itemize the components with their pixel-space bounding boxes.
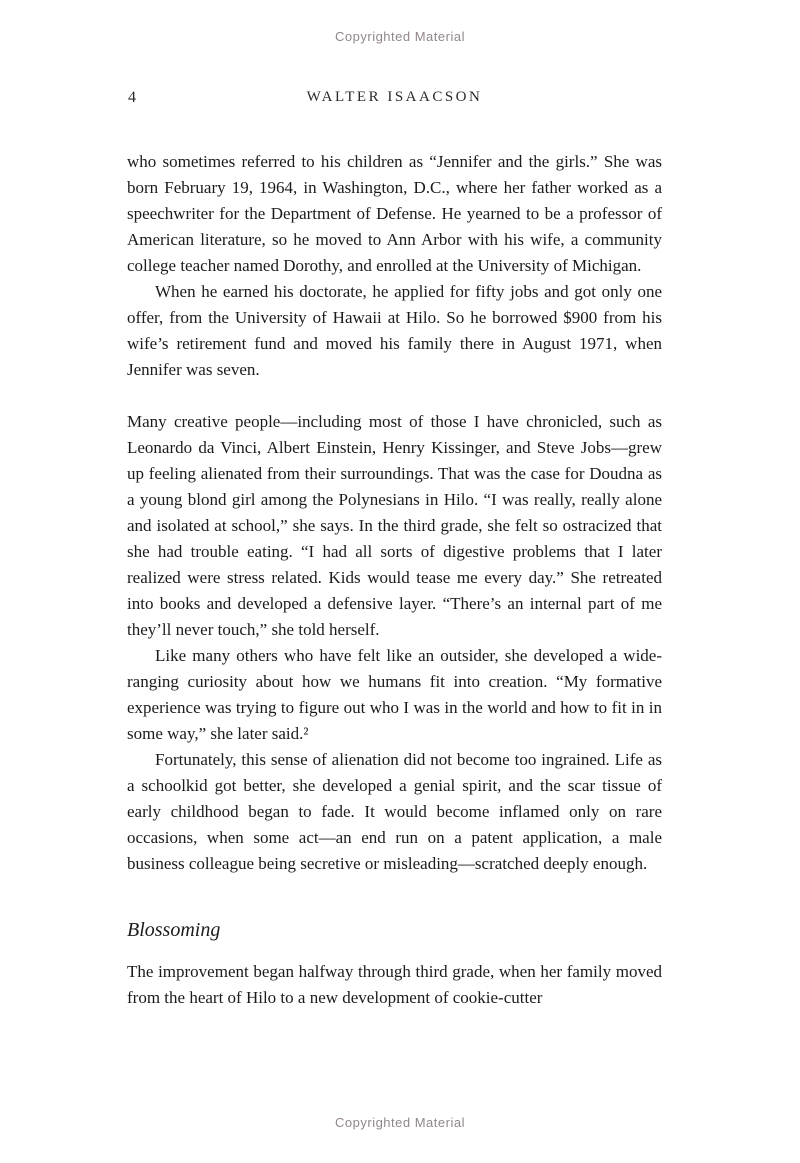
page-number: 4 xyxy=(128,89,136,106)
page-header xyxy=(0,89,800,109)
copyright-notice-bottom: Copyrighted Material xyxy=(335,1115,465,1130)
paragraph: who sometimes referred to his children as “Jennifer and the girls.” She was born February 19, 1964, in Washington, D.C., where her father worked as a speechwriter for the Department of Defense. He yearned to be a professor of American literature, so he moved to Ann Arbor with his wife, a community college teacher named Dorothy, and enrolled at the University of Michigan. xyxy=(127,152,662,275)
page-body xyxy=(127,149,662,1011)
section-heading: Blossoming xyxy=(127,919,221,941)
paragraph: When he earned his doctorate, he applied for fifty jobs and got only one offer, from the University of Hawaii at Hilo. So he borrowed $900 from his wife’s retirement fund and moved his family there in August 1971, when Jennifer was seven. xyxy=(127,282,662,379)
paragraph: The improvement began halfway through third grade, when her family moved from the heart of Hilo to a new development of cookie-cutter xyxy=(127,962,662,1007)
running-header: WALTER ISAACSON xyxy=(306,89,483,105)
paragraph: Fortunately, this sense of alienation did not become too ingrained. Life as a schoolkid got better, she developed a genial spirit, and the scar tissue of early childhood began to fade. It would become inflamed only on rare occasions, when some act—an end run on a patent application, a male business colleague being secretive or misleading—scratched deeply enough. xyxy=(127,750,662,873)
copyright-notice-top: Copyrighted Material xyxy=(335,29,465,44)
paragraph: Like many others who have felt like an outsider, she developed a wide-ranging curiosity about how we humans fit into creation. “My formative experience was trying to figure out who I was in the world and how to fit in in some way,” she later said.² xyxy=(127,646,662,743)
paragraph: Many creative people—including most of those I have chronicled, such as Leonardo da Vinci, Albert Einstein, Henry Kissinger, and Steve Jobs—grew up feeling alienated from their surroundings. That was the case for Doudna as a young blond girl among the Polynesians in Hilo. “I was really, really alone and isolated at school,” she says. In the third grade, she felt so ostracized that she had trouble eating. “I had all sorts of digestive problems that I later realized were stress related. Kids would tease me every day.” She retreated into books and developed a defensive layer. “There’s an internal part of me they’ll never touch,” she told herself. xyxy=(127,412,662,639)
